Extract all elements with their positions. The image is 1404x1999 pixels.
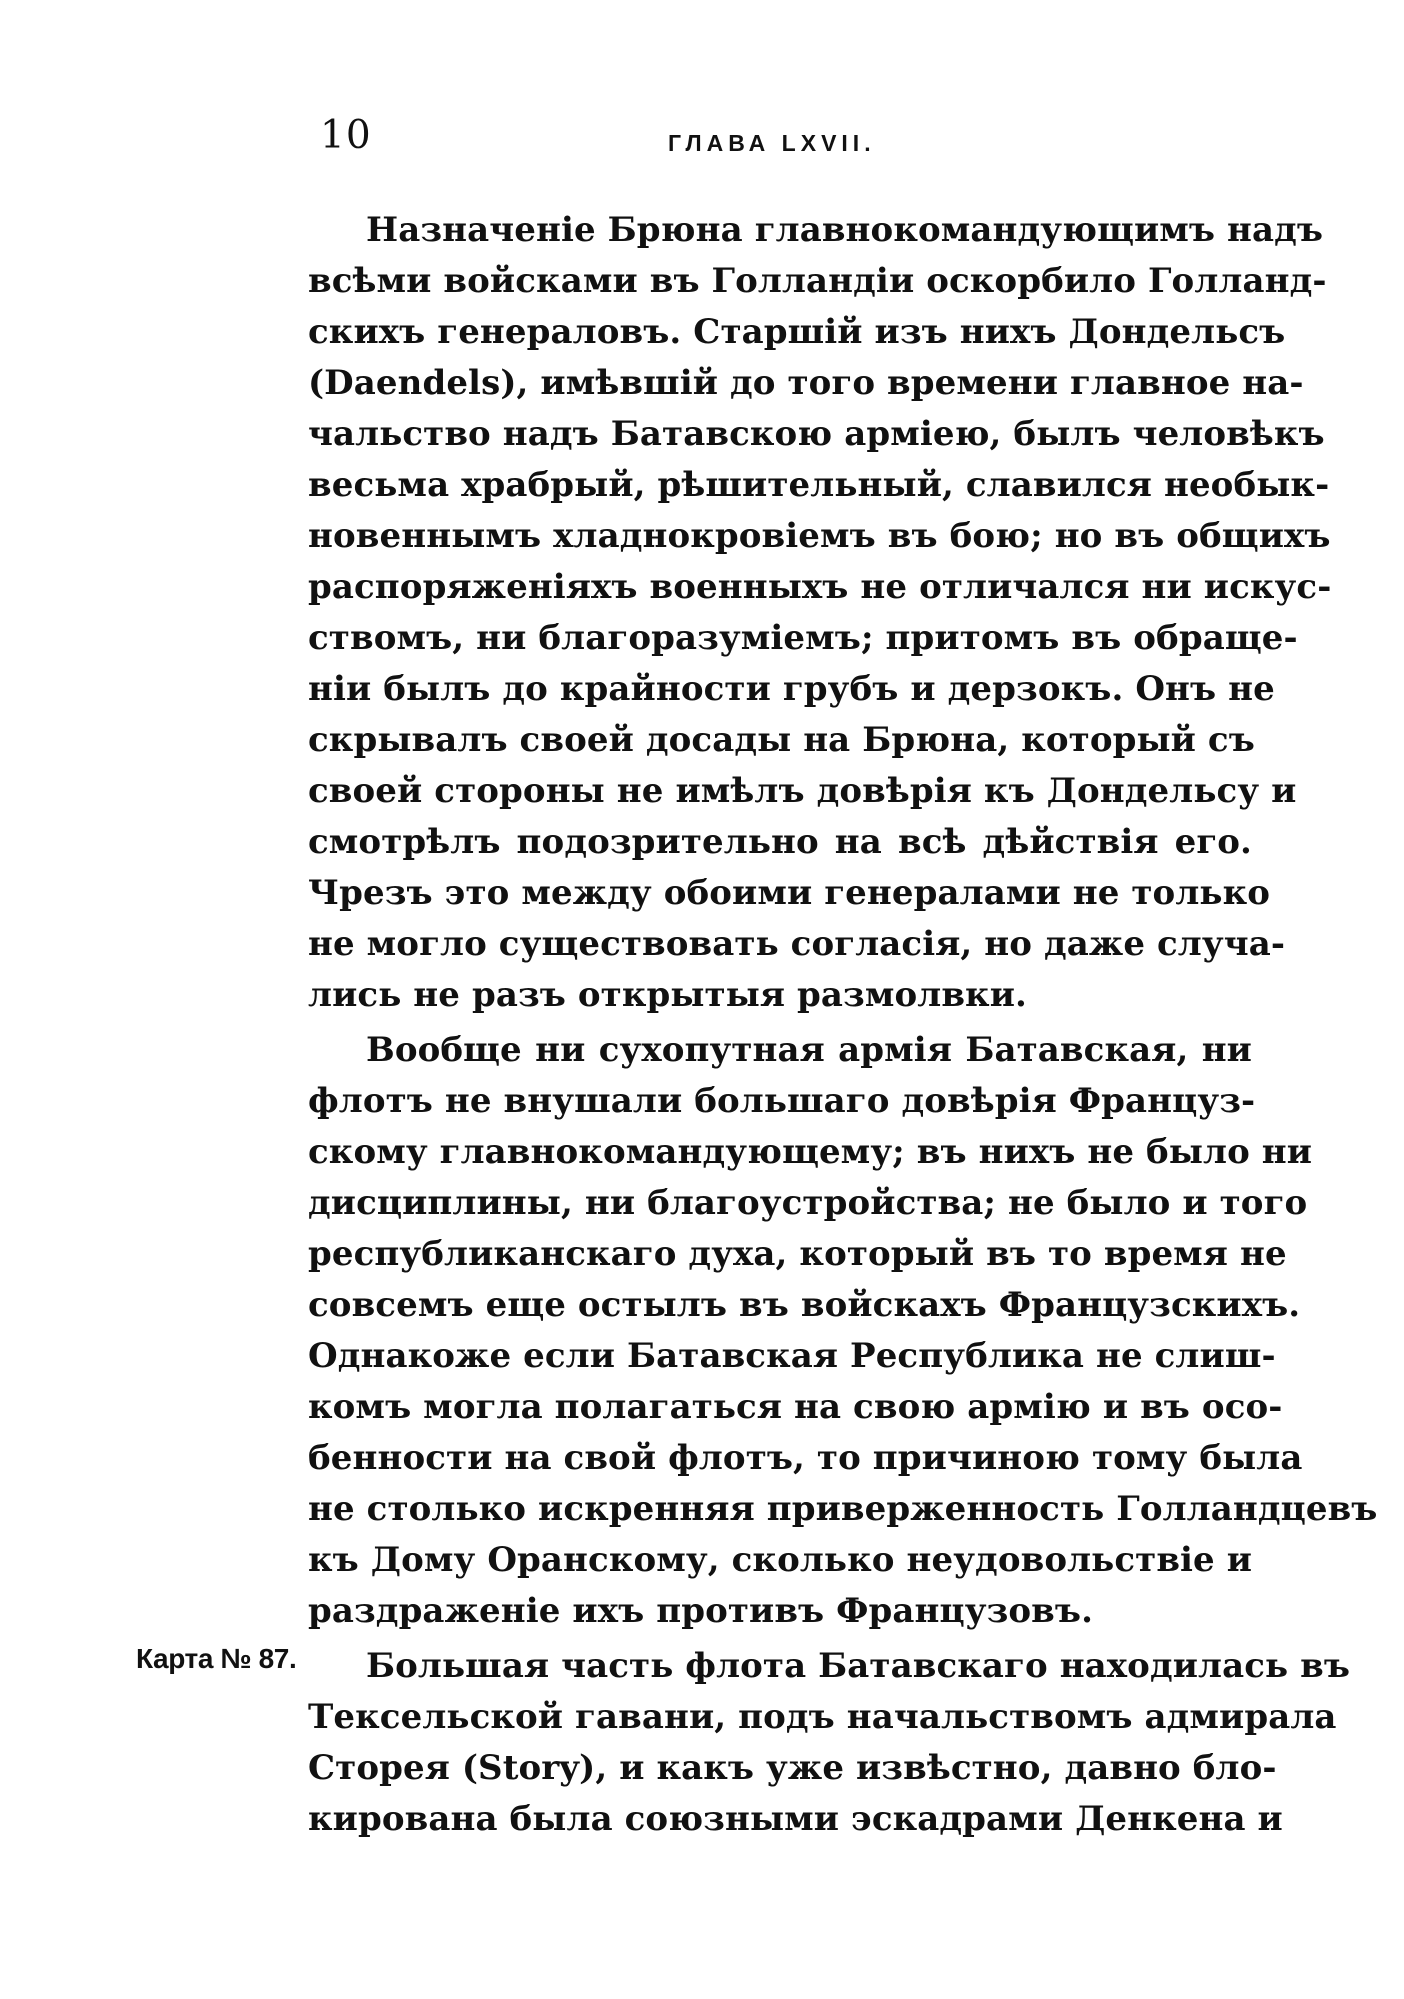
page-number: 10 — [320, 113, 372, 158]
text-line: республиканскаго духа, который въ то время не — [308, 1234, 1287, 1274]
text-line: дисциплины, ни благоустройства; не было и того — [308, 1183, 1308, 1223]
text-line: Тексельской гавани, подъ начальствомъ адмирала — [308, 1697, 1337, 1737]
text-line: ствомъ, ни благоразуміемъ; притомъ въ обраще- — [308, 618, 1298, 658]
text-line: Большая часть флота Батавскаго находилась въ — [366, 1646, 1351, 1686]
text-line: ніи былъ до крайности грубъ и дерзокъ. Онъ не — [308, 669, 1275, 709]
chapter-running-head: ГЛАВА LXVII. — [668, 130, 876, 156]
text-line: распоряженіяхъ военныхъ не отличался ни искус- — [308, 567, 1332, 607]
text-line: Однакоже если Батавская Республика не слиш- — [308, 1336, 1276, 1376]
text-line: раздраженіе ихъ противъ Французовъ. — [308, 1591, 1094, 1631]
text-line: къ Дому Оранскому, сколько неудовольствіе и — [308, 1540, 1253, 1580]
text-line: лись не разъ открытыя размолвки. — [308, 975, 1027, 1015]
text-line: новеннымъ хладнокровіемъ въ бою; но въ общихъ — [308, 516, 1331, 556]
text-line: скому главнокомандующему; въ нихъ не было ни — [308, 1132, 1313, 1172]
text-line: весьма храбрый, рѣшительный, славился необык- — [308, 465, 1330, 505]
map-reference-margin-note: Карта № 87. — [136, 1643, 297, 1674]
text-line: Назначеніе Брюна главнокомандующимъ надъ — [366, 210, 1324, 250]
text-line: (Daendels), имѣвшій до того времени главное на- — [308, 363, 1304, 403]
text-line: Чрезъ это между обоими генералами не только — [308, 873, 1271, 913]
text-line: скрывалъ своей досады на Брюна, который съ — [308, 720, 1255, 760]
text-line: Вообще ни сухопутная армія Батавская, ни — [366, 1030, 1252, 1070]
body-text — [308, 205, 1378, 1845]
text-line: скихъ генераловъ. Старшій изъ нихъ Дондельсъ — [308, 312, 1286, 352]
text-line: не могло существовать согласія, но даже случа- — [308, 924, 1286, 964]
text-line: Сторея (Story), и какъ уже извѣстно, давно бло- — [308, 1748, 1277, 1788]
text-line: не столько искренняя приверженность Голландцевъ — [308, 1489, 1378, 1529]
text-line: смотрѣлъ подозрительно на всѣ дѣйствія его. — [308, 822, 1252, 862]
text-line: кирована была союзными эскадрами Денкена и — [308, 1799, 1283, 1839]
text-line: чальство надъ Батавскою арміею, былъ человѣкъ — [308, 414, 1325, 454]
text-line: всѣми войсками въ Голландіи оскорбило Голланд- — [308, 261, 1327, 301]
text-line: своей стороны не имѣлъ довѣрія къ Дондельсу и — [308, 771, 1297, 811]
text-line: флотъ не внушали большаго довѣрія Француз- — [308, 1081, 1256, 1121]
text-line: бенности на свой флотъ, то причиною тому была — [308, 1438, 1303, 1478]
text-line: совсемъ еще остылъ въ войскахъ Французскихъ. — [308, 1285, 1301, 1325]
text-line: комъ могла полагаться на свою армію и въ осо- — [308, 1387, 1283, 1427]
